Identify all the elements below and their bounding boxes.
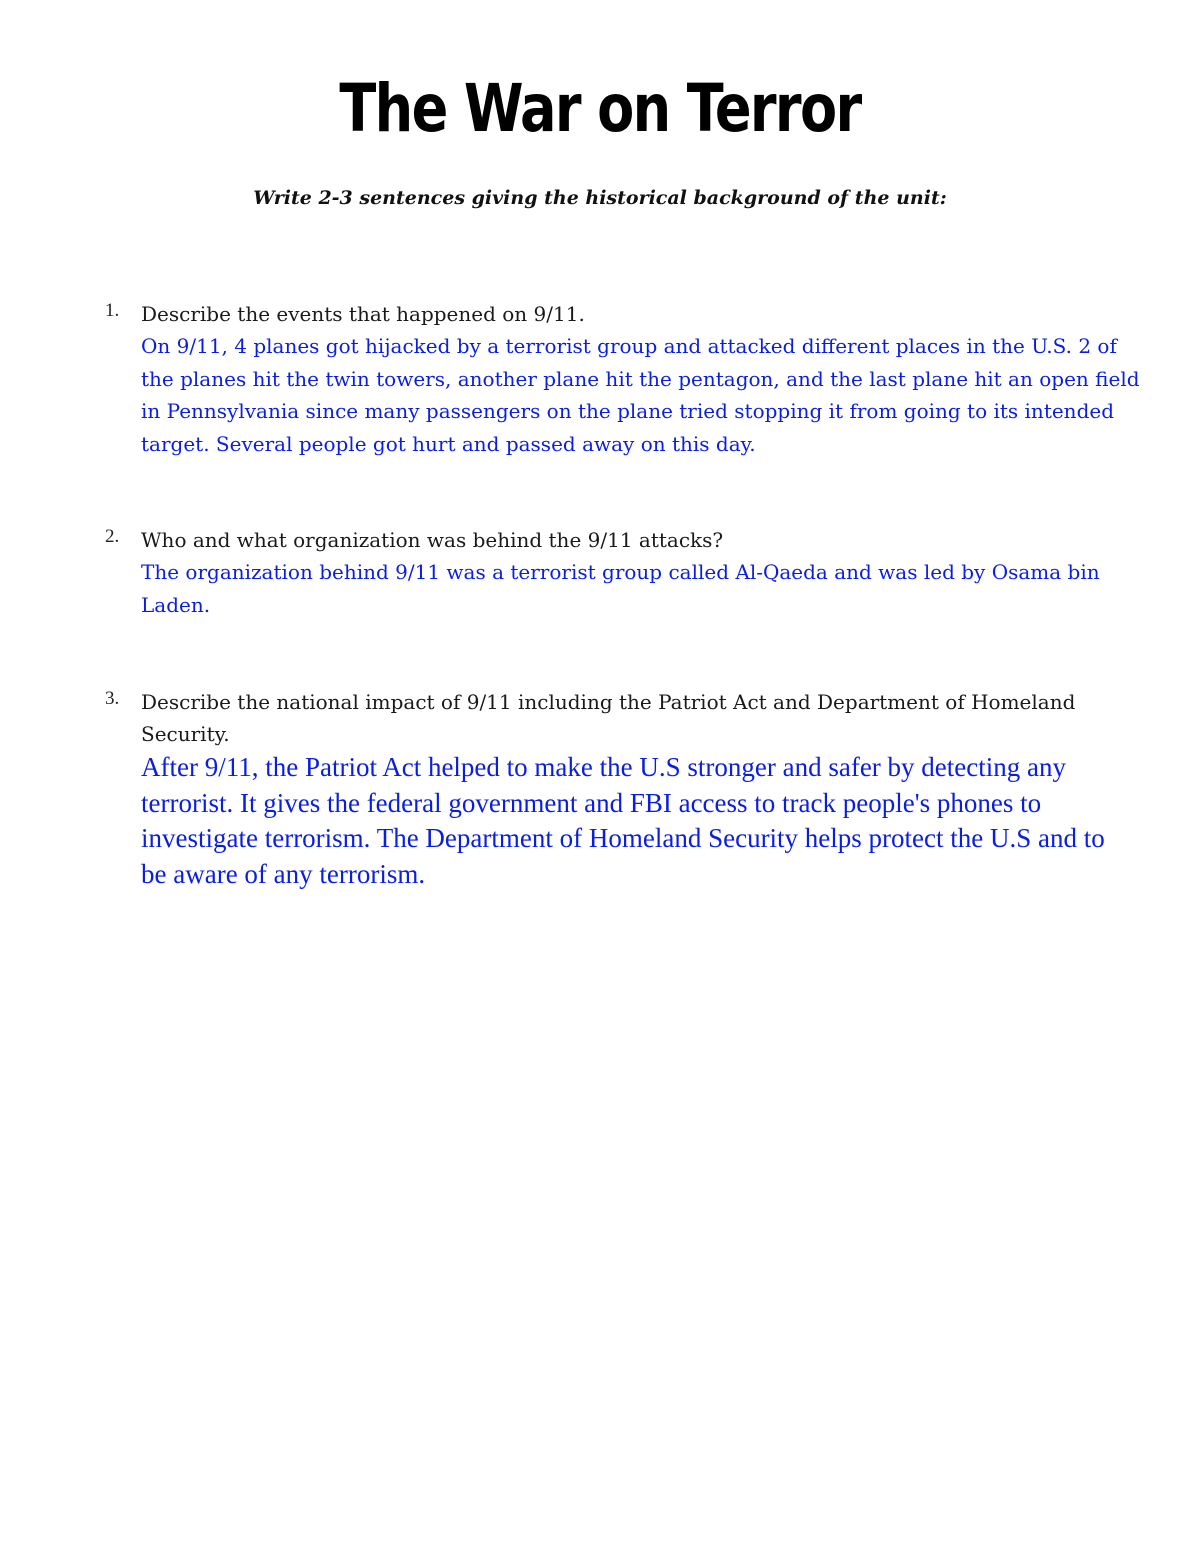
question-prompt: Describe the events that happened on 9/11. xyxy=(141,302,585,326)
question-number: 3. xyxy=(105,688,120,709)
question-number: 1. xyxy=(105,300,120,321)
question-answer: After 9/11, the Patriot Act helped to make the U.S stronger and safer by detecting any terrorist. It gives the federal government and FBI access to track people's phones to investigate terrorism. The Department of Homeland Security helps protect the U.S and to be aware of any terrorism. xyxy=(141,752,1105,889)
question-answer: On 9/11, 4 planes got hijacked by a terrorist group and attacked different places in the U.S. 2 of the planes hit the twin towers, another plane hit the pentagon, and the last plane hit an open field in Pennsylvania since many passengers on the plane tried stopping it from going to its intended target. Several people got hurt and passed away on this day. xyxy=(141,334,1140,456)
question-number: 2. xyxy=(105,526,120,547)
question-prompt: Who and what organization was behind the 9/11 attacks? xyxy=(141,528,724,552)
document-subtitle: Write 2-3 sentences giving the historical background of the unit: xyxy=(253,187,947,209)
question-answer: The organization behind 9/11 was a terrorist group called Al-Qaeda and was led by Osama bin Laden. xyxy=(141,560,1100,617)
question-prompt: Describe the national impact of 9/11 including the Patriot Act and Department of Homeland Security. xyxy=(141,690,1076,746)
document-title: The War on Terror xyxy=(339,70,861,147)
